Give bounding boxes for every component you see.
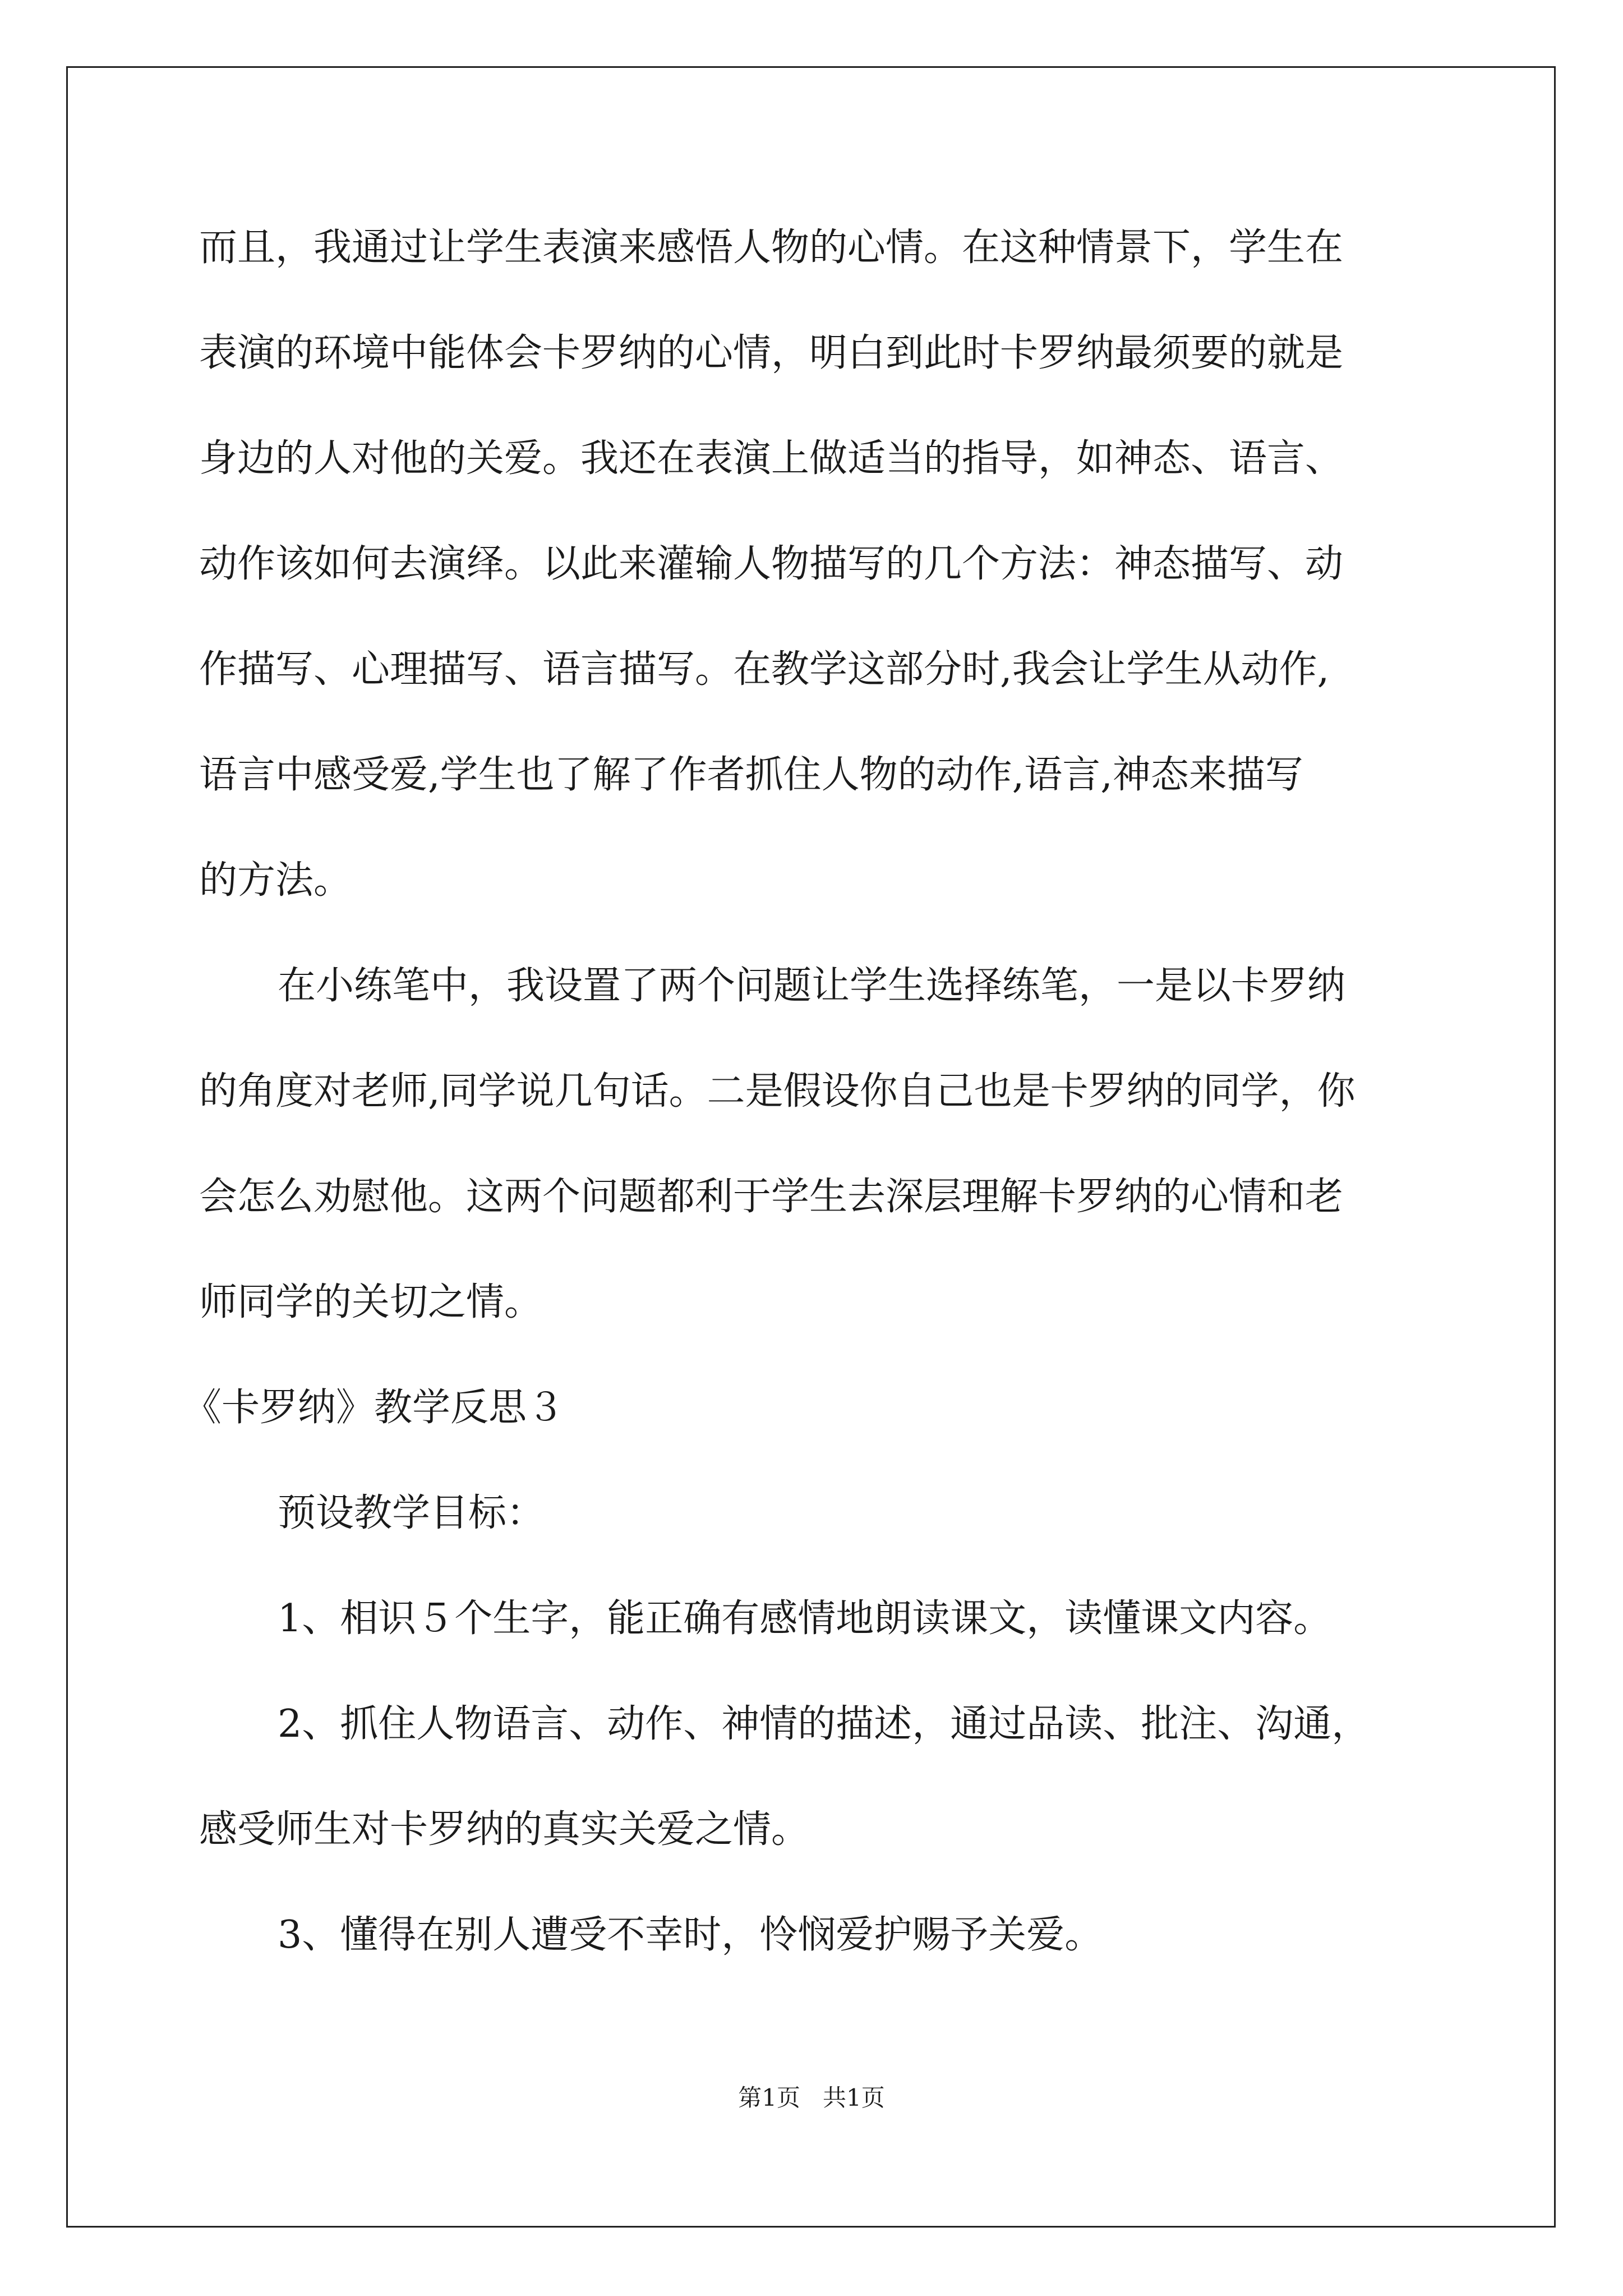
paragraph-line: 身边的人对他的关爱。我还在表演上做适当的指导，如神态、语言、: [199, 436, 1344, 481]
list-item: 2、抓住人物语言、动作、神情的描述，通过品读、批注、沟通，: [278, 1702, 1370, 1746]
section-heading: 《卡罗纳》教学反思３: [183, 1386, 565, 1430]
paragraph-line: 在小练笔中，我设置了两个问题让学生选择练笔，一是以卡罗纳: [278, 964, 1346, 1008]
list-item: 1、相识５个生字，能正确有感情地朗读课文，读懂课文内容。: [278, 1596, 1332, 1641]
paragraph-line: 语言中感受爱,学生也了解了作者抓住人物的动作,语言,神态来描写: [199, 753, 1303, 797]
paragraph-line: 作描写、心理描写、语言描写。在教学这部分时,我会让学生从动作,: [199, 647, 1330, 692]
paragraph-line: 感受师生对卡罗纳的真实关爱之情。: [199, 1807, 810, 1852]
paragraph-line: 的角度对老师,同学说几句话。二是假设你自己也是卡罗纳的同学，你: [199, 1069, 1355, 1114]
paragraph-line: 的方法。: [199, 858, 352, 903]
paragraph-line: 师同学的关切之情。: [199, 1280, 543, 1324]
paragraph-line: 会怎么劝慰他。这两个问题都利于学生去深层理解卡罗纳的心情和老: [199, 1175, 1344, 1219]
page-total: 共1页: [823, 2084, 885, 2111]
paragraph-line: 动作该如何去演绎。以此来灌输人物描写的几个方法：神态描写、动: [199, 542, 1344, 586]
document-body: [183, 214, 1433, 2007]
page-footer: [0, 2081, 1623, 2115]
list-item: 3、懂得在别人遭受不幸时，怜悯爱护赐予关爱。: [278, 1913, 1103, 1957]
page-number: 第1页: [738, 2084, 800, 2111]
paragraph-line: 表演的环境中能体会卡罗纳的心情，明白到此时卡罗纳最须要的就是: [199, 331, 1344, 375]
paragraph-line: 而且，我通过让学生表演来感悟人物的心情。在这种情景下，学生在: [199, 226, 1344, 270]
paragraph-line: 预设教学目标：: [278, 1491, 545, 1535]
